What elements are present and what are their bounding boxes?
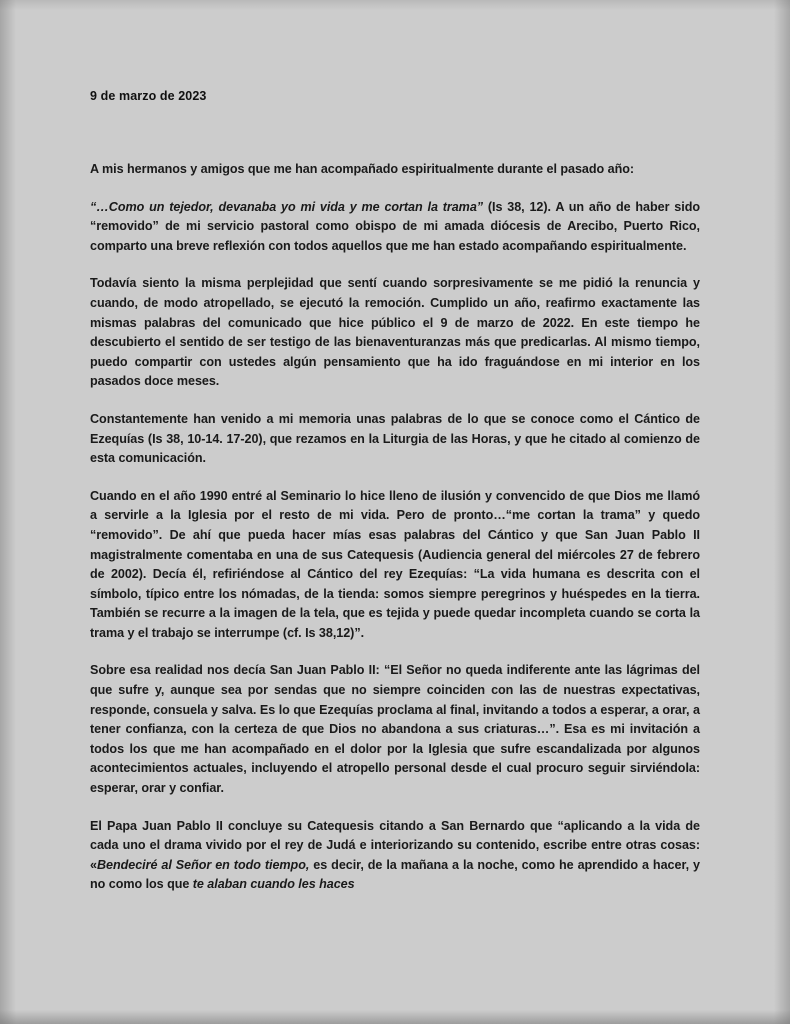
- paragraph: [90, 487, 700, 644]
- text-run-italic: “…Como un tejedor, devanaba yo mi vida y me cortan la trama”: [90, 199, 484, 214]
- paragraph: [90, 817, 700, 895]
- paragraph: [90, 198, 700, 257]
- text-run: Cuando en el año 1990 entré al Seminario lo hice lleno de ilusión y convencido de que Dios me llamó a servirle a la Iglesia por el resto de mi vida. Pero de pronto…“me cortan la trama” y quedo “removido”. De ahí que pueda hacer mías esas palabras del Cántico y que San Juan Pablo II magistralmente comentaba en una de sus Catequesis (Audiencia general del miércoles 27 de febrero de 2002). Decía él, refiriéndose al Cántico del rey Ezequías: “La vida humana es descrita con el símbolo, típico entre los nómadas, de la tienda: somos siempre peregrinos y huéspedes en la tierra. También se recurre a la imagen de la tela, que es tejida y puede quedar incompleta cuando se corta la trama y el trabajo se interrumpe (cf. Is 38,12)”.: [90, 488, 700, 640]
- text-run: Todavía siento la misma perplejidad que sentí cuando sorpresivamente se me pidió la renuncia y cuando, de modo atropellado, se ejecutó la remoción. Cumplido un año, reafirmo exactamente las mismas palabras del comunicado que hice público el 9 de marzo de 2022. En este tiempo he descubierto el sentido de ser testigo de las bienaventuranzas más que predicarlas. Al mismo tiempo, puedo compartir con ustedes algún pensamiento que ha ido fraguándose en mi interior en los pasados doce meses.: [90, 276, 700, 389]
- text-run: Constantemente han venido a mi memoria unas palabras de lo que se conoce como el Cántico de Ezequías (Is 38, 10-14. 17-20), que rezamos en la Liturgia de las Horas, y que he citado al comienzo de esta comunicación.: [90, 411, 700, 466]
- paragraph: [90, 274, 700, 392]
- document-date: 9 de marzo de 2023: [90, 89, 207, 103]
- text-run: (Is 38, 12). A un año de haber sido “removido” de mi servicio pastoral como obispo de mi amada diócesis de Arecibo, Puerto Rico, comparto una breve reflexión con todos aquellos que me han estado acompañando espiritualmente.: [90, 199, 700, 253]
- paragraph: [90, 661, 700, 798]
- text-run: Sobre esa realidad nos decía San Juan Pablo II: “El Señor no queda indiferente ante las lágrimas del que sufre y, aunque sea por sendas que no siempre coinciden con las de nuestras expectativas, responde, consuela y salva. Es lo que Ezequías proclama al final, invitando a todos a esperar, a orar, a tener confianza, con la certeza de que Dios no abandona a sus criaturas…”. Esa es mi invitación a todos los que me han acompañado en el dolor por la Iglesia que sufre escandalizada por algunos acontecimientos actuales, incluyendo el atropello personal desde el cual procuro seguir sirviéndola: esperar, orar y confiar.: [90, 663, 700, 796]
- page-edge-shading-left: [0, 0, 16, 1024]
- text-run-italic: te alaban cuando les haces: [192, 877, 355, 892]
- paragraph: [90, 160, 700, 180]
- document-body: [90, 160, 700, 895]
- text-run-italic: Bendeciré al Señor en todo tiempo,: [96, 857, 310, 872]
- text-run: es decir, de la mañana a la noche, como he aprendido a hacer, y no como los que: [90, 857, 700, 892]
- text-run: El Papa Juan Pablo II concluye su Catequesis citando a San Bernardo que “aplicando a la vida de cada uno el drama vivido por el rey de Judá e interiorizando su contenido, escribe entre otras cosas: «: [90, 818, 700, 872]
- page-edge-shading-right: [774, 0, 790, 1024]
- page-content-area: [90, 0, 702, 1024]
- text-run: A mis hermanos y amigos que me han acompañado espiritualmente durante el pasado año:: [90, 162, 634, 176]
- paragraph: [90, 410, 700, 469]
